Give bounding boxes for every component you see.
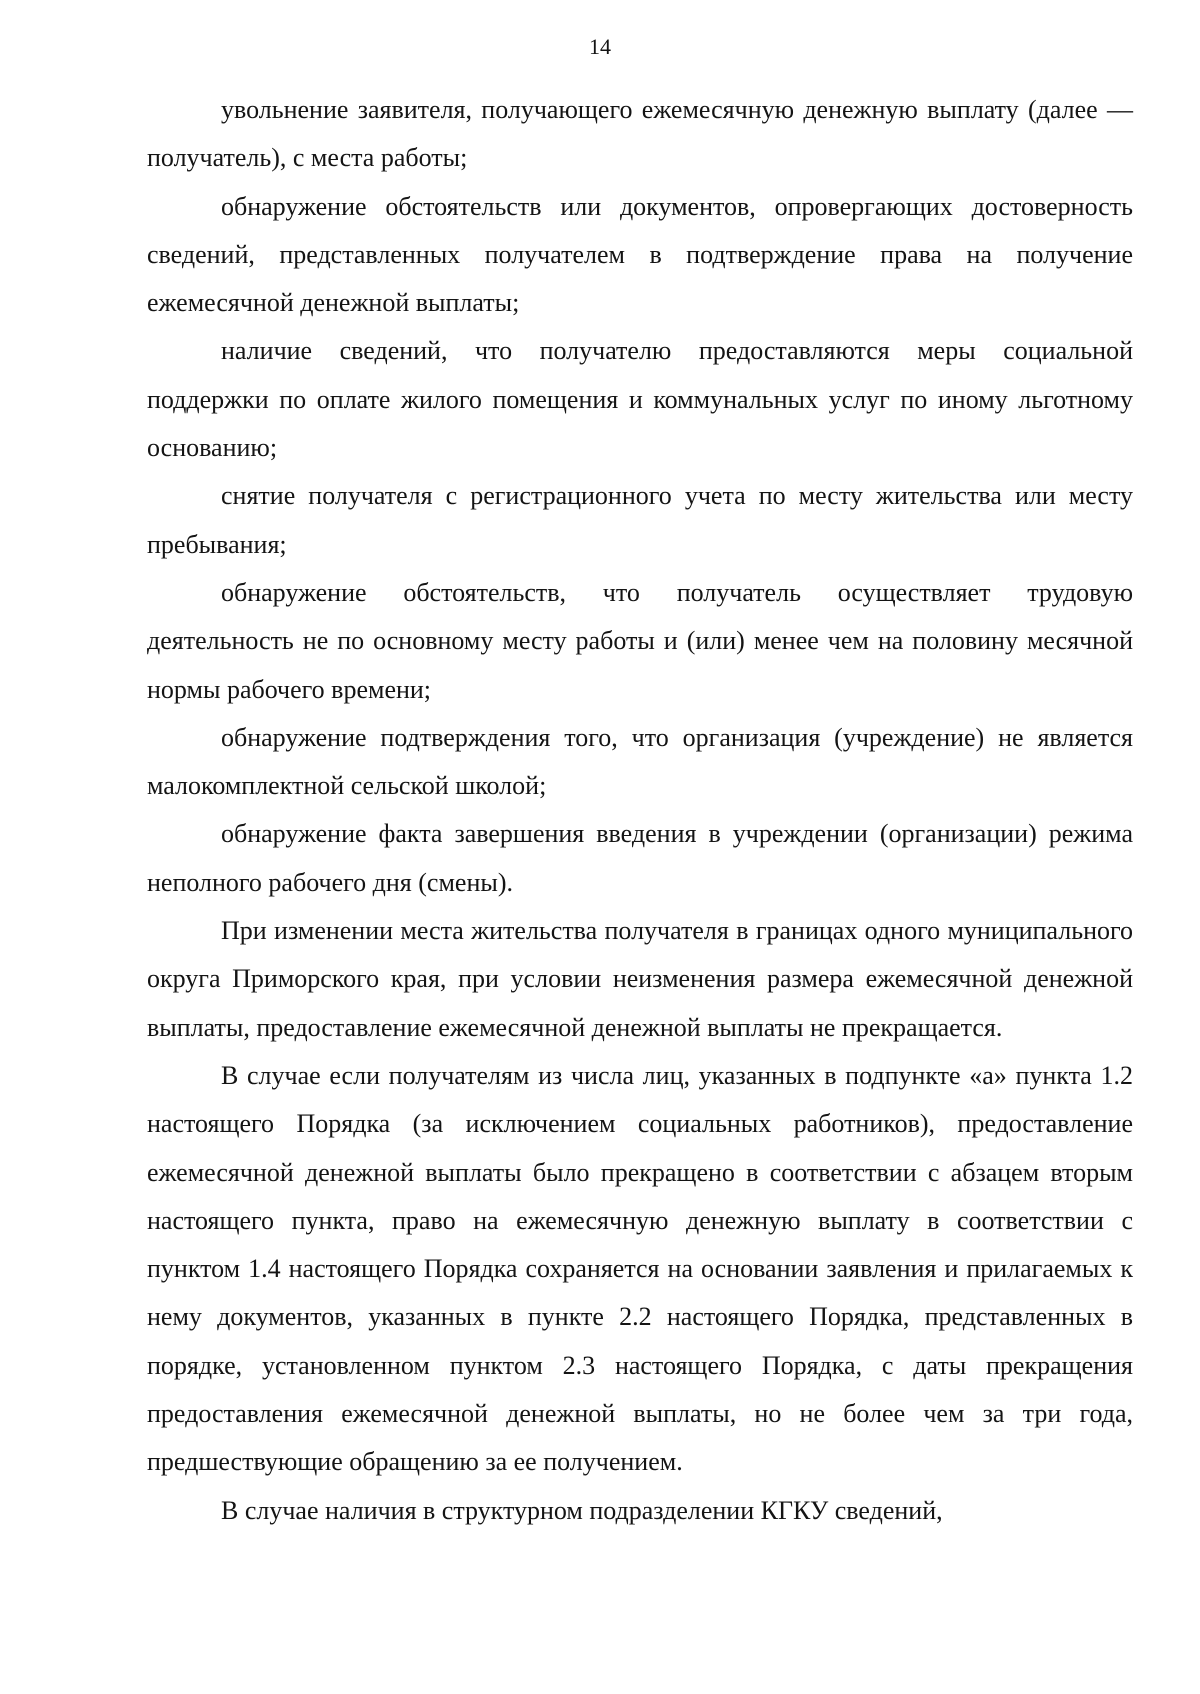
paragraph-residence-change: При изменении места жительства получателя в границах одного муниципального округа Приморского края, при условии неизменения размера ежемесячной денежной выплаты, предоставление ежемесячной денежной выплаты не прекращается.	[147, 916, 1133, 1042]
paragraph-kgku-information: В случае наличия в структурном подразделении КГКУ сведений,	[221, 1495, 943, 1525]
page-number: 14	[589, 34, 611, 59]
paragraph-school-status: обнаружение подтверждения того, что организация (учреждение) не является малокомплектной сельской школой;	[147, 722, 1133, 801]
paragraph-deregistration: снятие получателя с регистрационного учета по месту жительства или месту пребывания;	[147, 481, 1133, 559]
paragraph-part-time-end: обнаружение факта завершения введения в учреждении (организации) режима неполного рабочего дня (смены).	[147, 819, 1133, 897]
paragraph-dismissal: увольнение заявителя, получающего ежемесячную денежную выплату (далее — получатель), с места работы;	[147, 95, 1133, 173]
paragraph-right-retained: В случае если получателям из числа лиц, указанных в подпункте «а» пункта 1.2 настоящего Порядка (за исключением социальных работников), предоставление ежемесячной денежной выплаты было прекращено в соответствии с абзацем вторым настоящего пункта, право на ежемесячную денежную выплату в соответствии с пунктом 1.4 настоящего Порядка сохраняется на основании заявления и прилагаемых к нему документов, указанных в пункте 2.2 настоящего Порядка, представленных в порядке, установленном пунктом 2.3 настоящего Порядка, с даты прекращения предоставления ежемесячной денежной выплаты, но не более чем за три года, предшествующие обращению за ее получением.	[147, 1060, 1133, 1477]
paragraph-refuting-documents: обнаружение обстоятельств или документов, опровергающих достоверность сведений, представленных получателем в подтверждение права на получение ежемесячной денежной выплаты;	[147, 191, 1133, 318]
paragraph-other-benefits: наличие сведений, что получателю предоставляются меры социальной поддержки по оплате жилого помещения и коммунальных услуг по иному льготному основанию;	[147, 336, 1133, 463]
document-body	[147, 86, 1133, 1535]
paragraph-secondary-employment: обнаружение обстоятельств, что получатель осуществляет трудовую деятельность не по основному месту работы и (или) менее чем на половину месячной нормы рабочего времени;	[147, 577, 1133, 704]
